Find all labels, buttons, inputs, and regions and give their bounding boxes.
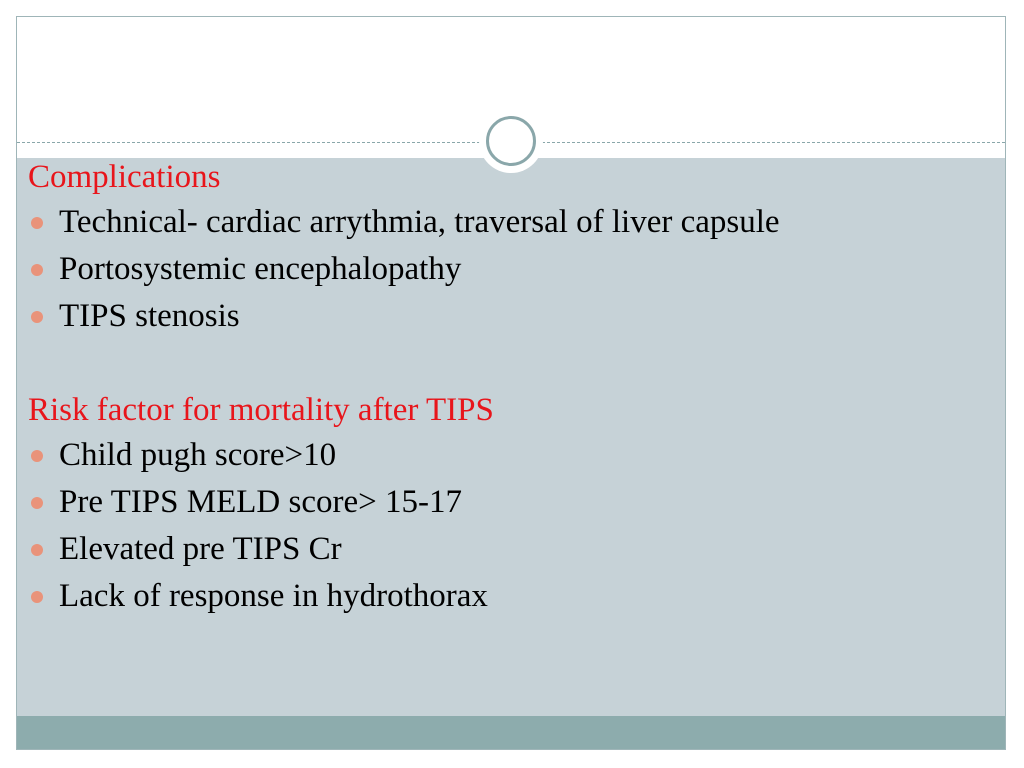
bullet-icon <box>31 544 43 556</box>
bullet-icon <box>31 311 43 323</box>
list-item <box>28 246 968 293</box>
list-item-text: Pre TIPS MELD score> 15-17 <box>59 484 462 520</box>
complications-heading: Complications <box>28 159 221 195</box>
list-item <box>28 526 968 573</box>
bullet-icon <box>31 264 43 276</box>
mortality-risk-heading: Risk factor for mortality after TIPS <box>28 392 494 428</box>
section-spacer <box>28 340 968 388</box>
slide-footer-band <box>17 716 1005 750</box>
bullet-icon <box>31 450 43 462</box>
list-item-text: Lack of response in hydrothorax <box>59 578 488 614</box>
list-item-text: Technical- cardiac arrythmia, traversal of liver capsule <box>59 204 780 240</box>
mortality-risk-list <box>28 432 968 620</box>
list-item-text: Child pugh score>10 <box>59 437 337 473</box>
slide-body-text <box>28 155 968 620</box>
list-item <box>28 479 968 526</box>
list-item-text: Portosystemic encephalopathy <box>59 251 462 287</box>
bullet-icon <box>31 497 43 509</box>
complications-list <box>28 199 968 340</box>
list-item-text: Elevated pre TIPS Cr <box>59 531 342 567</box>
list-item <box>28 293 968 340</box>
bullet-icon <box>31 591 43 603</box>
list-item <box>28 432 968 479</box>
list-item-text: TIPS stenosis <box>59 298 240 334</box>
list-item <box>28 199 968 246</box>
bullet-icon <box>31 217 43 229</box>
list-item <box>28 573 968 620</box>
